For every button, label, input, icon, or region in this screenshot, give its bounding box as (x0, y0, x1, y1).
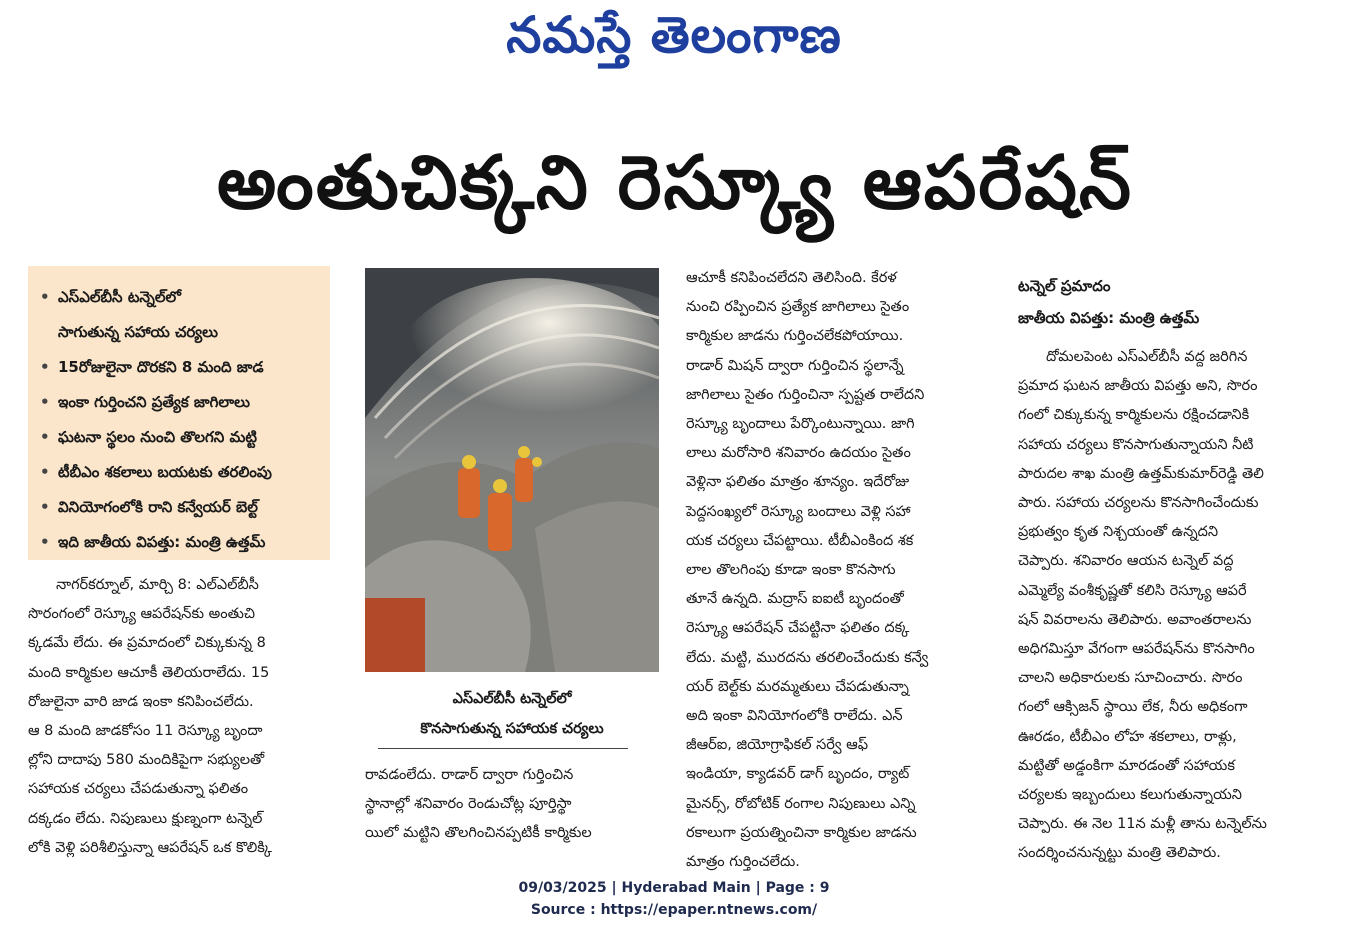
body-line: మాత్రం గుర్తించలేదు. (686, 854, 800, 871)
body-line: ప్రమాద ఘటన జాతీయ విపత్తు అని, సొరం (1018, 378, 1258, 395)
article-column-2 (365, 761, 659, 849)
body-line: పారుదల శాఖ మంత్రి ఉత్తమ్‌కుమార్‌రెడ్డి తెలి (1018, 465, 1264, 482)
body-line: లోకి వెళ్లి పరిశీలిస్తున్నా ఆపరేషన్ ఒక కొలిక్కి (28, 839, 272, 856)
photo-caption (365, 684, 659, 744)
body-line: కార్మికుల జాడను గుర్తించలేకపోయాయి. (686, 328, 904, 345)
body-line: ఇండియా, క్యాడవర్ డాగ్ బృందం, ర్యాట్ (686, 766, 910, 783)
body-line: జాగిలాలు సైతం గుర్తించినా స్పష్టత రాలేదని (686, 386, 925, 403)
highlight-item: • ఇది జాతీయ విపత్తు: మంత్రి ఉత్తమ్ (38, 525, 324, 560)
highlight-item: • వినియోగంలోకి రాని కన్వేయర్ బెల్ట్ (38, 490, 324, 525)
body-line: గంలో చిక్కుకున్న కార్మికులను రక్షించడానికి (1018, 407, 1250, 424)
body-line: పారు. సహాయ చర్యలను కొనసాగించేందుకు (1018, 495, 1259, 512)
article-column-3 (686, 264, 992, 877)
body-line: స్థానాల్లో శనివారం రెండుచోట్ల పూర్తిస్థా (365, 796, 572, 813)
highlights-box (28, 266, 330, 560)
body-line: షన్ వివరాలను తెలిపారు. అవాంతరాలను (1018, 611, 1252, 628)
subheading-line: టన్నెల్ ప్రమాదం (1018, 277, 1111, 295)
masthead-logo: నమస్తే తెలంగాణ (506, 6, 842, 64)
body-line: ఆచూకీ కనిపించలేదని తెలిసింది. కేరళ (686, 270, 897, 286)
highlight-item: సాగుతున్న సహాయ చర్యలు (58, 323, 218, 341)
body-line: నుంచి రప్పించిన ప్రత్యేక జాగిలాలు సైతం (686, 299, 910, 316)
body-line: ఆ 8 మంది జాడకోసం 11 రెస్క్యూ బృందా (28, 723, 263, 740)
body-line: దోమలపెంట ఎస్‌ఎల్‌బీసీ వద్ద జరిగిన (1046, 349, 1248, 365)
body-line: చర్యలకు ఇబ్బందులు కలుగుతున్నాయని (1018, 787, 1242, 804)
body-line: లాల తొలగింపు కూడా ఇంకా కొనసాగు (686, 562, 896, 579)
body-line: నాగర్‌కర్నూల్, మార్చి 8: ఎల్‌ఎల్‌బీసీ (56, 577, 259, 593)
caption-line: ఎస్‌ఎల్‌బీసీ టన్నెల్‌లో (452, 691, 572, 707)
body-line: సొరంగంలో రెస్క్యూ ఆపరేషన్‌కు అంతుచి (28, 606, 256, 623)
body-line: రోజులైనా వారి జాడ ఇంకా కనిపించలేదు. (28, 693, 254, 710)
body-line: గంలో ఆక్సిజన్ స్థాయి లేక, నీరు అధికంగా (1018, 699, 1248, 716)
body-line: జీఆర్ఐ, జియోగ్రాఫికల్ సర్వే ఆఫ్ (686, 737, 869, 754)
body-line: దక్కడం లేదు. నిపుణులు క్షుణ్నంగా టన్నెల్ (28, 810, 263, 827)
article-column-1 (28, 571, 330, 863)
body-line: రెస్క్యూ బృందాలు పేర్కొంటున్నాయి. జాగి (686, 416, 915, 433)
body-line: మంది కార్మికుల ఆచూకీ తెలియరాలేదు. 15 (28, 664, 270, 681)
body-line: సందర్శించనున్నట్టు మంత్రి తెలిపారు. (1018, 845, 1221, 862)
body-line: యిలో మట్టిని తొలగించినప్పటికీ కార్మికుల (365, 825, 592, 842)
body-line: పెద్దసంఖ్యలో రెస్క్యూ బందాలు వెళ్లి సహా (686, 503, 911, 520)
tunnel-rescue-photo (365, 268, 659, 672)
body-line: లాలు మరోసారి శనివారం ఉదయం సైతం (686, 445, 911, 462)
body-line: మైనర్స్, రోబోటిక్ రంగాల నిపుణులు ఎన్ని (686, 795, 916, 812)
highlight-item: • ఎస్‌ఎల్‌బీసీ టన్నెల్‌లో (38, 280, 324, 315)
body-line: అధిగమిస్తూ వేగంగా ఆపరేషన్‌ను కొనసాగిం (1018, 641, 1255, 658)
body-line: యక చర్యలు చేపట్టాయి. టీబీఎంకింద శక (686, 532, 914, 549)
body-line: ల్లోని దాదాపు 580 మందికిపైగా సభ్యులతో (28, 752, 265, 769)
body-line: చెప్పారు. ఈ నెల 11న మళ్లీ తాను టన్నెల్‌ను (1018, 816, 1267, 833)
highlight-item: • టీబీఎం శకలాలు బయటకు తరలింపు (38, 455, 324, 490)
body-line: ఊరడం, టీబీఎం లోహ శకలాలు, రాళ్లు, (1018, 728, 1237, 745)
body-line: సహాయక చర్యలు చేపడుతున్నా ఫలితం (28, 781, 249, 798)
subheading-line: జాతీయ విపత్తు: మంత్రి ఉత్తమ్ (1018, 309, 1200, 327)
caption-line: కొనసాగుతున్న సహాయక చర్యలు (420, 721, 604, 737)
body-line: చాలని అధికారులకు సూచించారు. సొరం (1018, 670, 1243, 687)
body-line: సహాయ చర్యలు కొనసాగుతున్నాయని నీటి (1018, 436, 1254, 453)
body-line: రాడార్ మిషన్ ద్వారా గుర్తించిన స్థలాన్నే (686, 357, 904, 374)
highlight-item: • ఇంకా గుర్తించని ప్రత్యేక జాగిలాలు (38, 385, 324, 420)
body-line: యర్ బెల్ట్‌కు మరమ్మతులు చేపడుతున్నా (686, 678, 909, 695)
article-column-4 (1018, 343, 1318, 869)
headline: అంతుచిక్కని రెస్క్యూ ఆపరేషన్ (216, 140, 1134, 226)
body-line: అది ఇంకా వినియోగంలోకి రాలేదు. ఎన్ (686, 708, 903, 725)
section-subheading (1018, 270, 1199, 334)
body-line: తూనే ఉన్నది. మద్రాస్ ఐఐటీ బృందంతో (686, 591, 904, 608)
body-line: ఎమ్మెల్యే వంశీకృష్ణతో కలిసి రెస్క్యూ ఆపరే (1018, 582, 1247, 599)
body-line: రావడంలేదు. రాడార్ ద్వారా గుర్తించిన (365, 767, 574, 783)
footer-edition-info: 09/03/2025 | Hyderabad Main | Page : 9 (518, 880, 830, 896)
highlight-item: • ఘటనా స్థలం నుంచి తొలగని మట్టి (38, 420, 324, 455)
body-line: చెప్పారు. శనివారం ఆయన టన్నెల్ వద్ద (1018, 553, 1234, 570)
body-line: ప్రభుత్వం కృత నిశ్చయంతో ఉన్నదని (1018, 524, 1219, 541)
body-line: రకాలుగా ప్రయత్నించినా కార్మికుల జాడను (686, 824, 917, 841)
body-line: లేదు. మట్టి, మురదను తరలించేందుకు కన్వే (686, 649, 929, 666)
body-line: వెళ్లినా ఫలితం మాత్రం శూన్యం. ఇదేరోజు (686, 474, 910, 491)
footer-source-link[interactable]: Source : https://epaper.ntnews.com/ (530, 902, 818, 918)
highlight-item: • 15రోజులైనా దొరకని 8 మంది జాడ (38, 350, 324, 385)
body-line: క్కడమే లేదు. ఈ ప్రమాదంలో చిక్కుకున్న 8 (28, 635, 266, 652)
body-line: మట్టితో అడ్డంకిగా మారడంతో సహాయక (1018, 757, 1235, 774)
body-line: రెస్క్యూ ఆపరేషన్ చేపట్టినా ఫలితం దక్క (686, 620, 910, 637)
caption-divider (378, 748, 628, 749)
